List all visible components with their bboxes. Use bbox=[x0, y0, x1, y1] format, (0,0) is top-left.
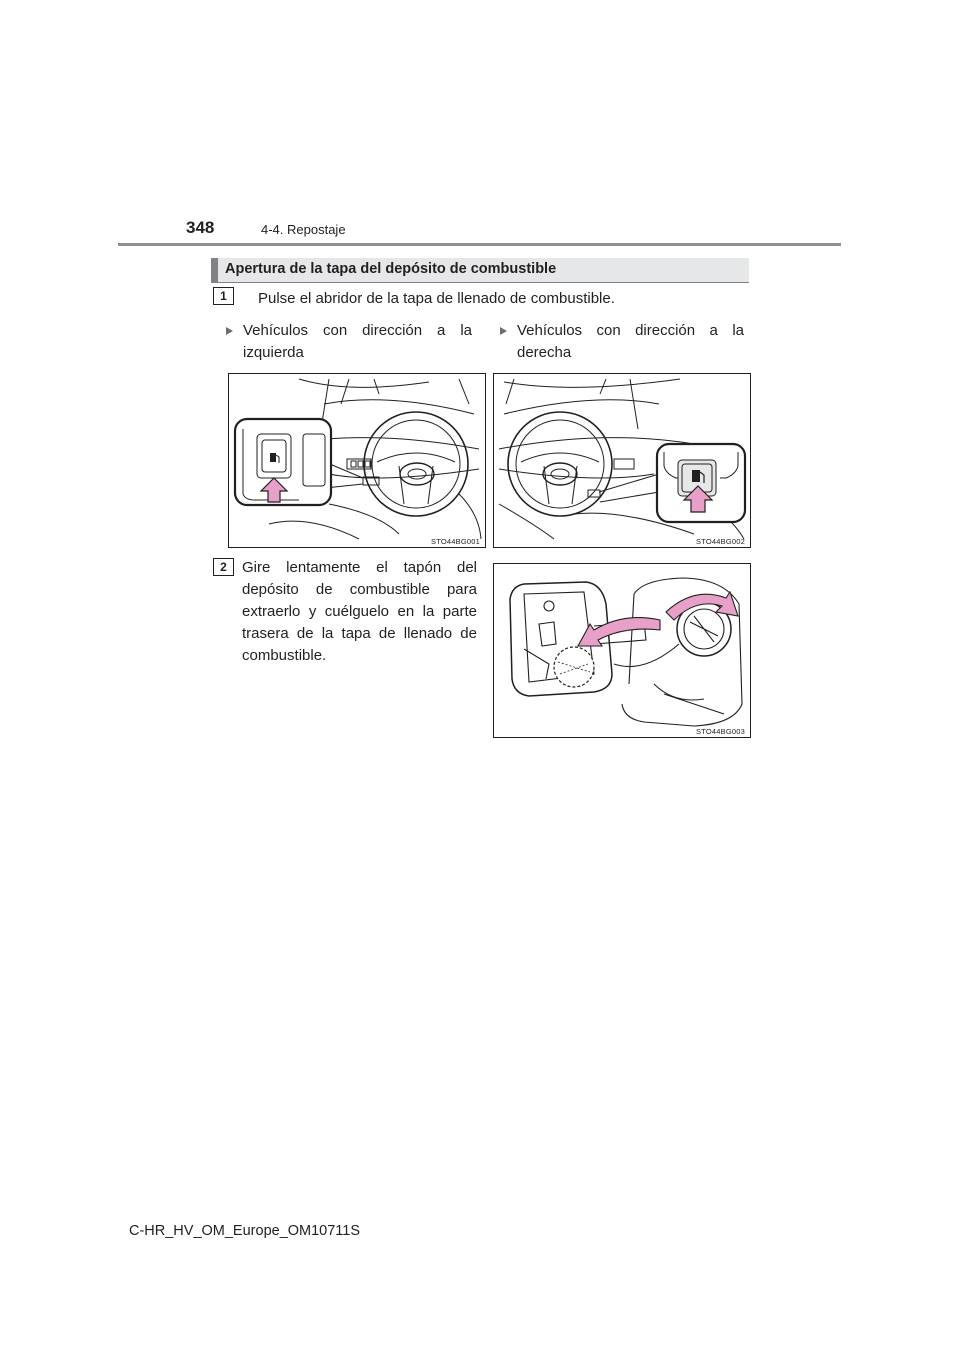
bullet-triangle-icon bbox=[500, 327, 507, 335]
section-label: 4-4. Repostaje bbox=[261, 222, 346, 237]
page-number: 348 bbox=[186, 218, 215, 237]
title-bar-tab bbox=[211, 258, 218, 282]
figure-fuel-cap-code: STO44BG003 bbox=[696, 727, 745, 736]
option-left-label bbox=[226, 320, 472, 364]
header-rule bbox=[118, 243, 841, 246]
figure-rhd-drawing bbox=[494, 374, 750, 547]
option-right-label bbox=[500, 320, 744, 364]
figure-rhd-code: STO44BG002 bbox=[696, 537, 745, 546]
step-1-number: 1 bbox=[213, 287, 234, 305]
section-title: Apertura de la tapa del depósito de combustible bbox=[225, 261, 557, 277]
step-2-line: Gire lentamente el tapón del bbox=[242, 559, 477, 576]
figure-lhd-drawing bbox=[229, 374, 485, 547]
step-2-line: extraerlo y cuélguelo en la parte bbox=[242, 603, 477, 620]
section-title-bar bbox=[211, 258, 749, 283]
bullet-triangle-icon bbox=[226, 327, 233, 335]
figure-fuel-cap-drawing bbox=[494, 564, 750, 737]
option-right-line2: derecha bbox=[517, 344, 572, 361]
option-left-line2: izquierda bbox=[243, 344, 304, 361]
step-2-number: 2 bbox=[213, 558, 234, 576]
figure-lhd-code: STO44BG001 bbox=[431, 537, 480, 546]
option-right-line1: Vehículos con dirección a la bbox=[517, 322, 744, 339]
option-left-line1: Vehículos con dirección a la bbox=[243, 322, 472, 339]
step-2-text bbox=[242, 557, 477, 667]
step-2-line: trasera de la tapa de llenado de bbox=[242, 625, 477, 642]
footer-doc-id: C-HR_HV_OM_Europe_OM10711S bbox=[129, 1223, 361, 1239]
step-2-line: combustible. bbox=[242, 647, 327, 664]
step-1-text: Pulse el abridor de la tapa de llenado de combustible. bbox=[258, 290, 615, 307]
figure-rhd bbox=[493, 373, 751, 548]
figure-fuel-cap bbox=[493, 563, 751, 738]
step-2-line: depósito de combustible para bbox=[242, 581, 477, 598]
figure-lhd bbox=[228, 373, 486, 548]
